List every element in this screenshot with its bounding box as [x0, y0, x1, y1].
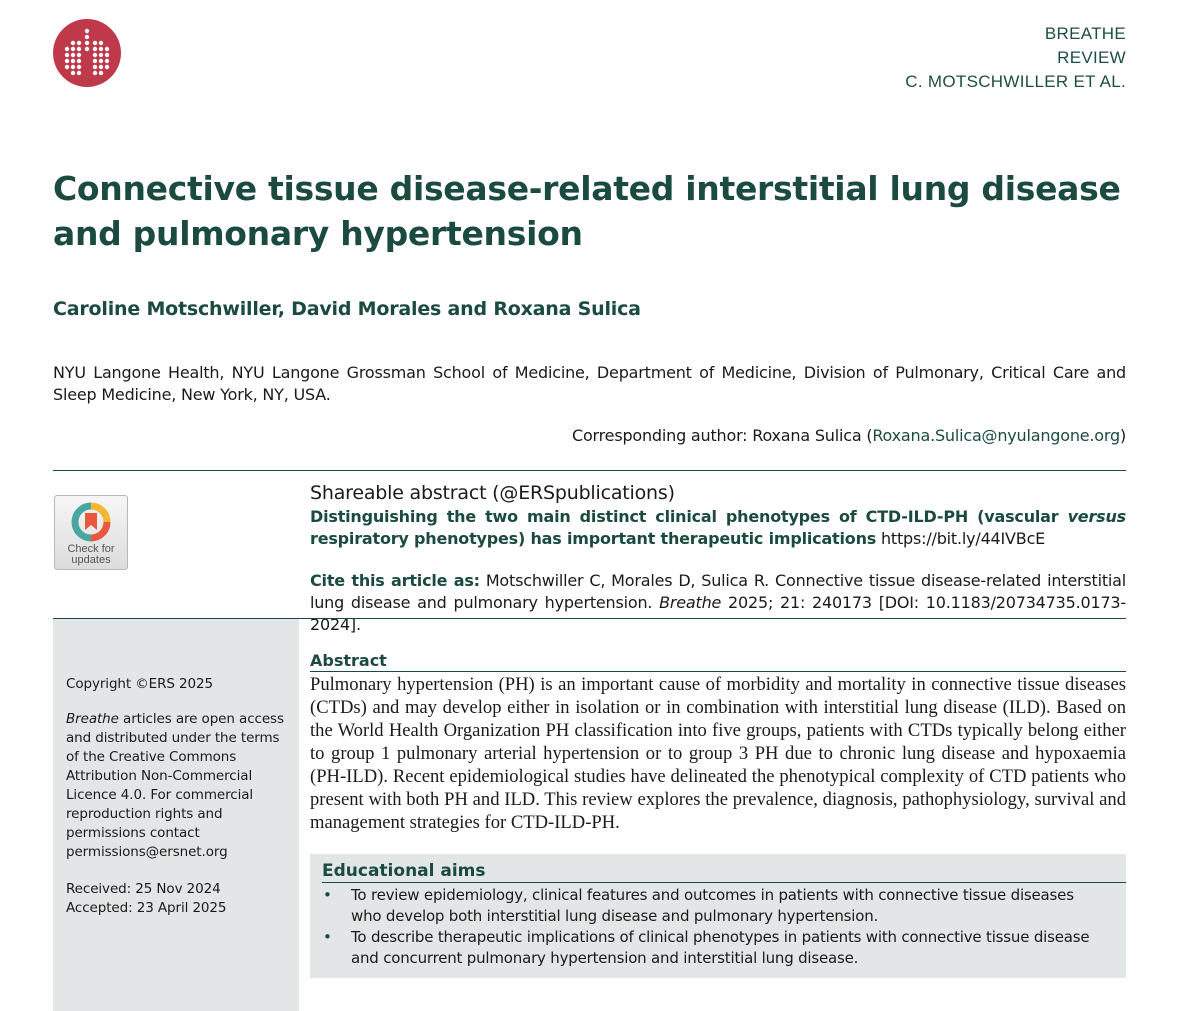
check-for-updates-icon	[69, 500, 113, 544]
abstract-section	[310, 651, 1126, 834]
logo-dot	[99, 71, 103, 75]
shareable-italic-word: versus	[1067, 507, 1126, 526]
logo-dot	[71, 53, 75, 57]
corresponding-email-link[interactable]: Roxana.Sulica@nyulangone.org	[872, 426, 1120, 445]
educational-aims-list	[310, 885, 1126, 969]
logo-dot	[71, 47, 75, 51]
running-authors: C. MOTSCHWILLER ET AL.	[905, 72, 1126, 91]
sidebar-info	[53, 619, 299, 1011]
logo-dot	[99, 53, 103, 57]
license-text: articles are open access and distributed under the terms of the Creative Commons Attribution Non-Commercial Licence 4.0. For commercial reproduction rights and permissions contact permissions@ersnet.org	[66, 711, 284, 860]
logo-dot	[99, 59, 103, 63]
cite-text-a: Motschwiller C, Morales D, Sulica R. Connective tissue disease-related interstitial lung disease and pulmonary hypertension.	[310, 571, 1126, 612]
logo-dot	[99, 47, 103, 51]
logo-dot	[65, 47, 69, 51]
shareable-heading: Shareable abstract (@ERSpublications)	[310, 482, 675, 504]
accepted-date: Accepted: 23 April 2025	[66, 900, 227, 916]
ers-lungs-logo	[53, 19, 121, 87]
aim-text: To review epidemiology, clinical features and outcomes in patients with connective tissue diseases who develop both interstitial lung disease and pulmonary hypertension.	[351, 886, 1074, 925]
logo-dot	[77, 71, 81, 75]
cite-text-b: 2025; 21: 240173 [DOI: 10.1183/20734735.0173-2024].	[310, 593, 1126, 634]
copyright-notice: Copyright ©ERS 2025	[66, 676, 213, 692]
logo-dot	[71, 41, 75, 45]
logo-dot	[105, 53, 109, 57]
shareable-abstract	[310, 480, 1126, 636]
logo-dot	[85, 35, 89, 39]
logo-dot	[105, 47, 109, 51]
logo-dot	[93, 71, 97, 75]
logo-dot	[99, 41, 103, 45]
logo-dot	[93, 41, 97, 45]
running-header	[905, 22, 1126, 94]
license-notice	[66, 710, 289, 862]
shareable-bold-b: respiratory phenotypes) has important therapeutic implications	[310, 529, 877, 548]
article-type: REVIEW	[1057, 48, 1126, 67]
list-item	[310, 885, 1126, 927]
logo-dot	[77, 53, 81, 57]
logo-dot	[65, 59, 69, 63]
cite-journal: Breathe	[659, 593, 722, 612]
badge-line-1: Check for	[67, 543, 115, 555]
corresponding-author	[572, 425, 1126, 447]
license-journal: Breathe	[66, 711, 119, 727]
article-title: Connective tissue disease-related interstitial lung disease and pulmonary hypertension	[53, 169, 1121, 253]
received-date: Received: 25 Nov 2024	[66, 881, 221, 897]
logo-dot	[71, 59, 75, 63]
shareable-bold-italic	[1068, 507, 1126, 526]
logo-dot	[93, 65, 97, 69]
abstract-text: Pulmonary hypertension (PH) is an important cause of morbidity and mortality in connective tissue diseases (CTDs) and may develop either in isolation or in combination with interstitial lung disease (ILD). Based on the World Health Organization PH classification into five groups, patients with CTDs typically belong either to group 1 pulmonary arterial hypertension or to group 3 PH due to chronic lung disease and hypoxaemia (PH-ILD). Recent epidemiological studies have delineated the phenotypical complexity of CTD patients who present with both PH and ILD. This review explores the prevalence, diagnosis, pathophysiology, survival and management strategies for CTD-ILD-PH.	[310, 674, 1126, 833]
shareable-link[interactable]: https://bit.ly/44IVBcE	[876, 529, 1046, 548]
corresponding-label: Corresponding author: Roxana Sulica (	[571, 426, 873, 445]
educational-aims-heading: Educational aims	[322, 860, 1126, 883]
logo-dot	[93, 47, 97, 51]
divider-top	[53, 470, 1126, 471]
logo-dot	[65, 53, 69, 57]
logo-dot	[93, 53, 97, 57]
educational-aims-box	[310, 854, 1126, 978]
aim-text: To describe therapeutic implications of clinical phenotypes in patients with connective tissue disease and concurrent pulmonary hypertension and interstitial lung disease.	[351, 928, 1090, 967]
logo-dot	[93, 59, 97, 63]
bullet-icon: •	[323, 886, 332, 904]
logo-dot	[65, 65, 69, 69]
logo-dot	[71, 71, 75, 75]
logo-dot	[77, 59, 81, 63]
corresponding-close: )	[1119, 426, 1126, 445]
badge-line-2: updates	[71, 554, 111, 566]
logo-dot	[77, 41, 81, 45]
journal-name: BREATHE	[1044, 24, 1126, 43]
affiliation: NYU Langone Health, NYU Langone Grossman School of Medicine, Department of Medicine, Division of Pulmonary, Critical Care and Sleep Medicine, New York, NY, USA.	[53, 363, 1126, 404]
cite-this-article	[310, 570, 1126, 636]
list-item	[310, 927, 1126, 969]
logo-dot	[71, 65, 75, 69]
ers-lungs-logo-graphic	[53, 19, 121, 87]
logo-dot	[85, 29, 89, 33]
logo-dot	[99, 65, 103, 69]
logo-dot	[85, 47, 89, 51]
bullet-icon: •	[323, 928, 332, 946]
logo-dot	[77, 47, 81, 51]
logo-dot	[85, 41, 89, 45]
logo-dot	[77, 65, 81, 69]
author-list: Caroline Motschwiller, David Morales and Roxana Sulica	[53, 298, 641, 320]
logo-dot	[105, 59, 109, 63]
shareable-text	[310, 506, 1126, 550]
logo-dot	[105, 65, 109, 69]
shareable-bold-a: Distinguishing the two main distinct clinical phenotypes of CTD-ILD-PH (vascular	[310, 507, 1068, 526]
cite-label: Cite this article as:	[310, 571, 480, 590]
abstract-heading: Abstract	[310, 651, 1126, 672]
check-for-updates-badge[interactable]	[54, 495, 128, 570]
